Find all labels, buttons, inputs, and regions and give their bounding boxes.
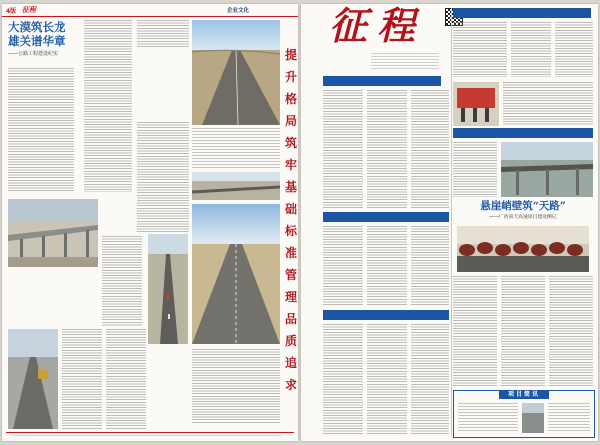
text-column [453,22,507,77]
top-right-headline-bar[interactable] [453,8,591,18]
text-column [511,22,551,77]
highway-vehicles-photo [148,234,188,344]
slogan-char: 理 [284,290,297,304]
survey-illustration [192,172,280,200]
mid-headline-bar[interactable] [323,212,449,222]
text-column [102,236,142,326]
construction-illustration [8,329,58,429]
text-column [367,90,407,208]
quality-engineering-headline-bar[interactable] [453,128,593,138]
masthead-details [371,53,439,71]
page-4 [2,4,298,441]
slogan-char: 品 [284,312,297,326]
slogan-char: 局 [284,114,297,128]
main-headline: 大漠筑长龙 雄关谱华章 [8,20,66,48]
project-brief-text [458,403,518,433]
text-column [323,324,363,434]
slogan-char: 求 [284,378,297,392]
text-column [323,226,363,306]
award-ceremony-photo [453,82,499,126]
text-column [62,329,102,429]
text-column [84,20,132,192]
slogan-char: 提 [284,48,297,62]
slogan-char: 础 [284,202,297,216]
slogan-char: 基 [284,180,297,194]
masthead-small: 征程 [22,5,36,14]
construction-photo [8,329,58,429]
footer-text [12,435,282,438]
page-1 [301,4,598,441]
slogan-char: 标 [284,224,297,238]
text-column [106,329,146,429]
project-brief-title: 项目简讯 [499,390,549,399]
section-label: 企业文化 [227,8,250,14]
cliff-road-photo [457,226,589,272]
text-column [137,122,189,232]
text-column [411,226,449,306]
slogan-char: 牢 [284,158,297,172]
slogan-char: 准 [284,246,297,260]
footer-rule [6,432,294,433]
slogan-char: 筑 [284,136,297,150]
text-column [137,20,189,48]
bridge-illustration [8,199,98,267]
text-column [192,349,280,423]
page-header [2,4,298,17]
desert-highway-illustration [192,20,280,125]
masthead-info [321,52,441,74]
feature-title: 悬崖峭壁筑“天路” [480,200,566,212]
project-brief-photo [522,403,544,433]
award-ceremony-illustration [453,82,499,126]
text-column [501,276,545,386]
project-brief-illustration [522,403,544,433]
text-column [192,128,280,168]
text-column [453,276,497,386]
text-column [411,324,449,434]
project-brief-text [548,403,590,433]
slogan-char: 格 [284,92,297,106]
slogan-char: 质 [284,334,297,348]
feature-headline-block [453,200,593,224]
column-divider [451,8,452,436]
slogan-char: 管 [284,268,297,282]
lead-headline-bar[interactable] [323,76,441,86]
text-column [555,22,593,77]
main-subheadline: ——公路工程建设纪实 [8,51,59,57]
highway-vehicles-illustration [148,234,188,344]
straight-highway-illustration [192,204,280,344]
straight-highway-photo [192,204,280,344]
vertical-slogan [284,44,298,424]
bridge-construction-illustration [501,142,593,197]
text-column [503,82,593,126]
text-column [549,276,593,386]
text-column [453,142,497,197]
project-brief-box [453,390,595,438]
masthead: 征程 [329,4,426,48]
bridge-photo [8,199,98,267]
slogan-char: 追 [284,356,297,370]
bottom-headline-bar[interactable] [323,310,449,320]
text-column [411,90,449,208]
cliff-road-illustration [457,226,589,272]
text-column [323,90,363,208]
feature-subtitle: ——广西南天高速项目建设侧记 [489,215,557,220]
main-headline-block [8,20,80,64]
desert-highway-photo [192,20,280,125]
survey-photo [192,172,280,200]
text-column [367,324,407,434]
text-column [8,68,74,192]
text-column [367,226,407,306]
page-number: 4版 [6,8,17,15]
slogan-char: 升 [284,70,297,84]
bridge-construction-photo [501,142,593,197]
